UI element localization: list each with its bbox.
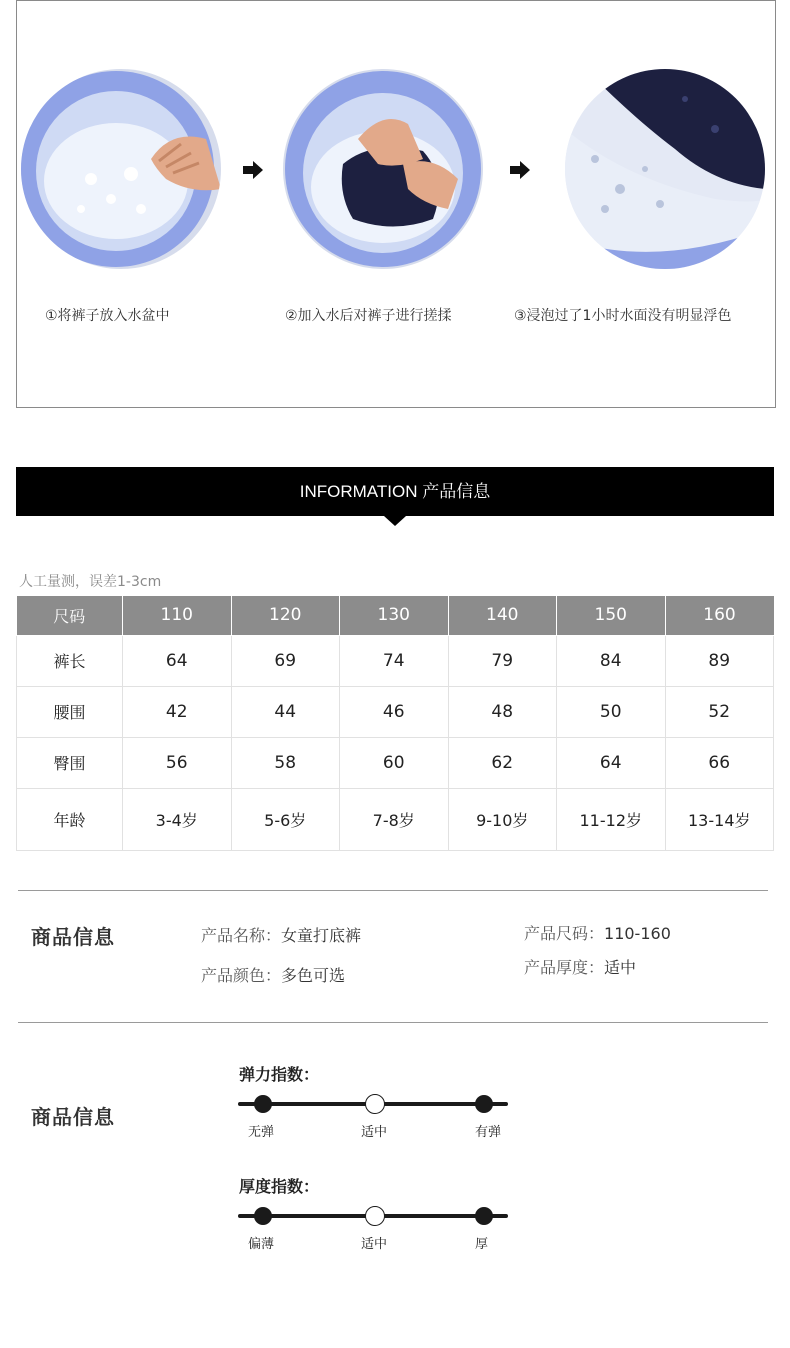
product-size-label: 产品尺码： <box>524 924 605 943</box>
arrow-right-icon <box>243 161 263 183</box>
product-name-value: 女童打底裤 <box>281 926 362 945</box>
row-label: 腰围 <box>17 686 123 737</box>
product-thickness-value: 适中 <box>604 958 637 977</box>
product-index-title: 商品信息 <box>31 1105 115 1129</box>
table-row <box>17 788 774 850</box>
table-cell: 9-10岁 <box>448 788 557 850</box>
table-row <box>17 635 774 686</box>
scale-dot <box>475 1207 493 1225</box>
table-cell: 46 <box>340 686 449 737</box>
step-3-caption: ③浸泡过了1小时水面没有明显浮色 <box>514 308 732 324</box>
table-cell: 74 <box>340 635 449 686</box>
table-cell: 56 <box>123 737 232 788</box>
table-cell: 42 <box>123 686 232 737</box>
table-header-cell: 160 <box>665 596 774 635</box>
table-row <box>17 737 774 788</box>
table-header-cell: 150 <box>557 596 666 635</box>
table-cell: 69 <box>231 635 340 686</box>
size-table <box>16 596 774 851</box>
table-cell: 64 <box>123 635 232 686</box>
product-color-value: 多色可选 <box>281 966 346 985</box>
table-header-cell: 130 <box>340 596 449 635</box>
measurement-note: 人工量测，误差1-3cm <box>19 574 162 590</box>
information-banner: INFORMATION 产品信息 <box>16 467 774 516</box>
table-cell: 52 <box>665 686 774 737</box>
divider <box>18 890 768 891</box>
step-2-caption: ②加入水后对裤子进行搓揉 <box>285 308 452 324</box>
step-2-photo <box>283 69 483 269</box>
scale-option-label: 有弹 <box>475 1125 502 1140</box>
table-cell: 50 <box>557 686 666 737</box>
table-cell: 3-4岁 <box>123 788 232 850</box>
product-name-label: 产品名称： <box>201 926 282 945</box>
table-cell: 13-14岁 <box>665 788 774 850</box>
step-1-caption: ①将裤子放入水盆中 <box>45 308 170 324</box>
elasticity-index-label: 弹力指数： <box>239 1065 320 1084</box>
table-header-cell: 140 <box>448 596 557 635</box>
step-3-photo <box>565 69 765 269</box>
product-name-field <box>201 923 361 946</box>
table-cell: 58 <box>231 737 340 788</box>
scale-option-label: 无弹 <box>248 1125 275 1140</box>
table-cell: 79 <box>448 635 557 686</box>
table-cell: 44 <box>231 686 340 737</box>
table-header-row <box>17 596 774 635</box>
arrow-right-icon <box>510 161 530 183</box>
scale-option-label: 偏薄 <box>248 1237 275 1252</box>
wash-test-panel <box>16 0 776 408</box>
table-cell: 11-12岁 <box>557 788 666 850</box>
step-1-photo <box>21 69 221 269</box>
table-header-cell: 120 <box>231 596 340 635</box>
table-cell: 48 <box>448 686 557 737</box>
banner-pointer <box>384 516 406 526</box>
row-label: 年龄 <box>17 788 123 850</box>
scale-option-label: 适中 <box>361 1237 388 1252</box>
table-header-cell: 尺码 <box>17 596 123 635</box>
thickness-index-label: 厚度指数： <box>239 1177 320 1196</box>
scale-dot-selected <box>365 1094 385 1114</box>
table-header-cell: 110 <box>123 596 232 635</box>
table-cell: 66 <box>665 737 774 788</box>
product-thickness-field <box>524 955 636 978</box>
table-cell: 89 <box>665 635 774 686</box>
elasticity-scale <box>238 1094 508 1114</box>
table-row <box>17 686 774 737</box>
scale-dot <box>475 1095 493 1113</box>
product-thickness-label: 产品厚度： <box>524 958 605 977</box>
scale-option-label: 厚 <box>475 1237 489 1252</box>
product-size-value: 110-160 <box>604 924 671 943</box>
product-color-label: 产品颜色： <box>201 966 282 985</box>
table-cell: 84 <box>557 635 666 686</box>
scale-option-label: 适中 <box>361 1125 388 1140</box>
row-label: 臀围 <box>17 737 123 788</box>
table-cell: 5-6岁 <box>231 788 340 850</box>
scale-dot <box>254 1095 272 1113</box>
scale-dot-selected <box>365 1206 385 1226</box>
scale-dot <box>254 1207 272 1225</box>
product-color-field <box>201 963 345 986</box>
product-info-title: 商品信息 <box>31 925 115 949</box>
divider <box>18 1022 768 1023</box>
table-cell: 62 <box>448 737 557 788</box>
thickness-scale <box>238 1206 508 1226</box>
row-label: 裤长 <box>17 635 123 686</box>
product-size-field <box>524 921 671 944</box>
table-cell: 60 <box>340 737 449 788</box>
table-cell: 64 <box>557 737 666 788</box>
table-cell: 7-8岁 <box>340 788 449 850</box>
